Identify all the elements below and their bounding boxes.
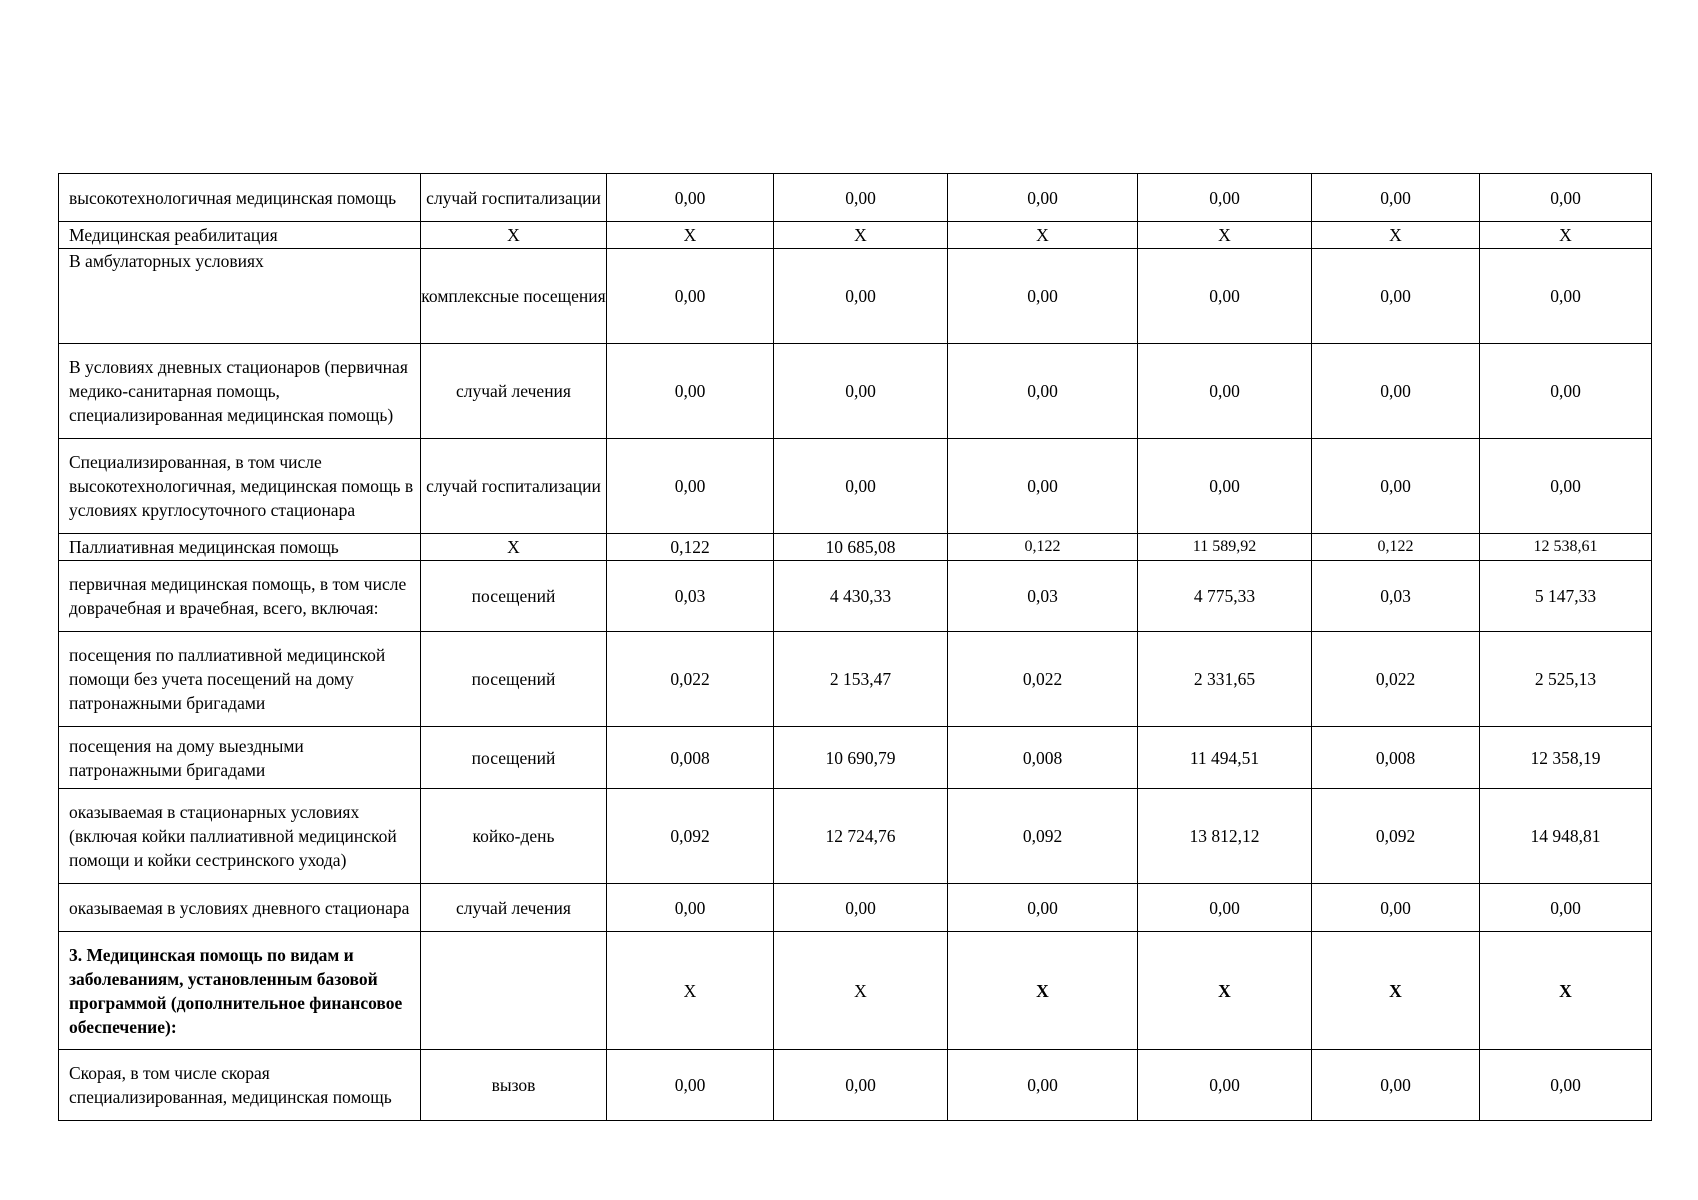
value-cell: 10 690,79 — [774, 727, 948, 789]
value-cell: 0,00 — [1138, 174, 1312, 222]
value-cell: 12 358,19 — [1480, 727, 1652, 789]
table-row — [59, 932, 1652, 1050]
row-name-cell: В условиях дневных стационаров (первичная медико-санитарная помощь, специализированная медицинская помощь) — [59, 344, 421, 439]
unit-cell: случай лечения — [421, 344, 607, 439]
value-cell: 0,00 — [948, 1050, 1138, 1121]
value-cell: 0,122 — [607, 534, 774, 561]
unit-cell: посещений — [421, 632, 607, 727]
value-cell: 0,00 — [1138, 884, 1312, 932]
value-cell: 0,00 — [1138, 439, 1312, 534]
value-cell: 2 331,65 — [1138, 632, 1312, 727]
value-cell: Х — [774, 222, 948, 249]
value-cell: 0,00 — [1480, 174, 1652, 222]
value-cell: 2 525,13 — [1480, 632, 1652, 727]
value-cell: 0,092 — [948, 789, 1138, 884]
value-cell: 0,00 — [607, 249, 774, 344]
unit-cell: койко-день — [421, 789, 607, 884]
value-cell: 13 812,12 — [1138, 789, 1312, 884]
value-cell: 0,00 — [607, 884, 774, 932]
value-cell: 0,00 — [1480, 884, 1652, 932]
value-cell: 0,03 — [607, 561, 774, 632]
row-name-cell: В амбулаторных условиях — [59, 249, 421, 344]
value-cell: 12 724,76 — [774, 789, 948, 884]
value-cell: 0,00 — [1312, 439, 1480, 534]
value-cell: 0,00 — [1138, 344, 1312, 439]
value-cell: 0,00 — [774, 884, 948, 932]
value-cell: 0,022 — [948, 632, 1138, 727]
value-cell: Х — [1312, 932, 1480, 1050]
value-cell: Х — [607, 932, 774, 1050]
unit-cell: вызов — [421, 1050, 607, 1121]
value-cell: Х — [607, 222, 774, 249]
data-table — [58, 173, 1652, 1121]
value-cell: 0,00 — [1312, 884, 1480, 932]
value-cell: 0,00 — [948, 884, 1138, 932]
unit-cell: посещений — [421, 727, 607, 789]
table-row — [59, 534, 1652, 561]
value-cell: 0,00 — [607, 1050, 774, 1121]
value-cell: Х — [1480, 932, 1652, 1050]
value-cell: 14 948,81 — [1480, 789, 1652, 884]
value-cell: 0,00 — [1312, 344, 1480, 439]
unit-cell: посещений — [421, 561, 607, 632]
value-cell: 0,122 — [948, 534, 1138, 561]
value-cell: 0,00 — [1138, 249, 1312, 344]
value-cell: 0,00 — [774, 439, 948, 534]
unit-cell: случай госпитализации — [421, 174, 607, 222]
value-cell: 0,00 — [774, 249, 948, 344]
value-cell: 0,00 — [948, 439, 1138, 534]
table-row — [59, 727, 1652, 789]
value-cell: 0,008 — [607, 727, 774, 789]
table-row — [59, 1050, 1652, 1121]
value-cell: 0,00 — [1312, 174, 1480, 222]
row-name-cell: посещения на дому выездными патронажными бригадами — [59, 727, 421, 789]
value-cell: 0,00 — [948, 174, 1138, 222]
value-cell: 0,00 — [1312, 249, 1480, 344]
value-cell: 4 430,33 — [774, 561, 948, 632]
value-cell: 0,00 — [1480, 1050, 1652, 1121]
value-cell: 0,00 — [1480, 439, 1652, 534]
value-cell: 0,00 — [607, 174, 774, 222]
table-row — [59, 222, 1652, 249]
value-cell: 0,00 — [1312, 1050, 1480, 1121]
value-cell: 0,092 — [1312, 789, 1480, 884]
value-cell: Х — [1138, 932, 1312, 1050]
row-name-cell: Медицинская реабилитация — [59, 222, 421, 249]
value-cell: 5 147,33 — [1480, 561, 1652, 632]
value-cell: 0,008 — [948, 727, 1138, 789]
value-cell: 10 685,08 — [774, 534, 948, 561]
value-cell: 4 775,33 — [1138, 561, 1312, 632]
row-name-cell: оказываемая в условиях дневного стационара — [59, 884, 421, 932]
value-cell: Х — [774, 932, 948, 1050]
table-row — [59, 344, 1652, 439]
row-name-cell: Специализированная, в том числе высокотехнологичная, медицинская помощь в условиях круглосуточного стационара — [59, 439, 421, 534]
unit-cell — [421, 932, 607, 1050]
value-cell: 0,008 — [1312, 727, 1480, 789]
value-cell: 0,122 — [1312, 534, 1480, 561]
unit-cell: случай госпитализации — [421, 439, 607, 534]
value-cell: 0,022 — [607, 632, 774, 727]
table-row — [59, 249, 1652, 344]
value-cell: 0,092 — [607, 789, 774, 884]
table-row — [59, 884, 1652, 932]
value-cell: 0,00 — [774, 174, 948, 222]
value-cell: 0,00 — [1138, 1050, 1312, 1121]
value-cell: Х — [948, 932, 1138, 1050]
table-row — [59, 789, 1652, 884]
value-cell: 0,00 — [774, 1050, 948, 1121]
unit-cell: случай лечения — [421, 884, 607, 932]
row-name-cell: Скорая, в том числе скорая специализированная, медицинская помощь — [59, 1050, 421, 1121]
row-name-cell: оказываемая в стационарных условиях (включая койки паллиативной медицинской помощи и койки сестринского ухода) — [59, 789, 421, 884]
unit-cell: Х — [421, 222, 607, 249]
row-name-cell: Паллиативная медицинская помощь — [59, 534, 421, 561]
value-cell: Х — [1138, 222, 1312, 249]
value-cell: 0,03 — [948, 561, 1138, 632]
value-cell: Х — [1480, 222, 1652, 249]
value-cell: Х — [948, 222, 1138, 249]
value-cell: 0,00 — [774, 344, 948, 439]
value-cell: 0,00 — [1480, 249, 1652, 344]
value-cell: 0,022 — [1312, 632, 1480, 727]
value-cell: 2 153,47 — [774, 632, 948, 727]
table-row — [59, 561, 1652, 632]
value-cell: 12 538,61 — [1480, 534, 1652, 561]
value-cell: 0,00 — [607, 439, 774, 534]
value-cell: 0,00 — [1480, 344, 1652, 439]
table-row — [59, 439, 1652, 534]
row-name-cell: высокотехнологичная медицинская помощь — [59, 174, 421, 222]
value-cell: 11 494,51 — [1138, 727, 1312, 789]
value-cell: 0,00 — [607, 344, 774, 439]
value-cell: 0,03 — [1312, 561, 1480, 632]
table-row — [59, 632, 1652, 727]
row-name-cell: первичная медицинская помощь, в том числе доврачебная и врачебная, всего, включая: — [59, 561, 421, 632]
unit-cell: комплексные посещения — [421, 249, 607, 344]
value-cell: Х — [1312, 222, 1480, 249]
row-name-cell: 3. Медицинская помощь по видам и заболеваниям, установленным базовой программой (дополнительное финансовое обеспечение): — [59, 932, 421, 1050]
table-row — [59, 174, 1652, 222]
value-cell: 11 589,92 — [1138, 534, 1312, 561]
row-name-cell: посещения по паллиативной медицинской помощи без учета посещений на дому патронажными бригадами — [59, 632, 421, 727]
value-cell: 0,00 — [948, 249, 1138, 344]
unit-cell: Х — [421, 534, 607, 561]
value-cell: 0,00 — [948, 344, 1138, 439]
